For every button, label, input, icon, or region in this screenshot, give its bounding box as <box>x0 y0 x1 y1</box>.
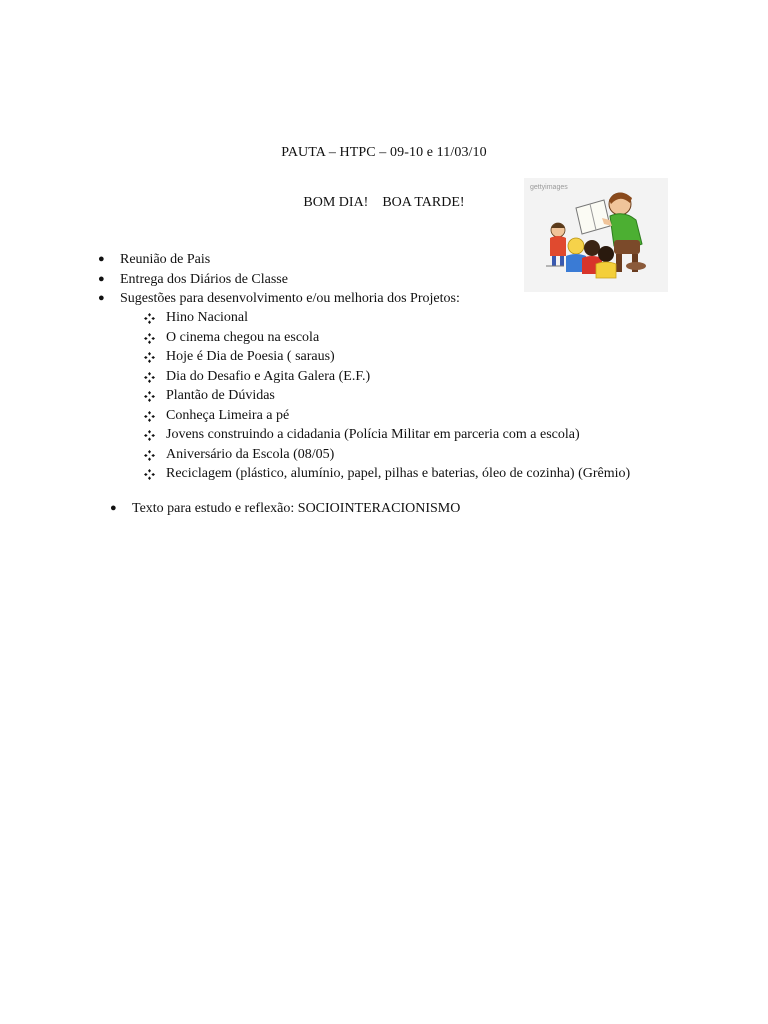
bullet-icon: ● <box>98 253 105 265</box>
list-item <box>142 445 630 465</box>
clipart-watermark: gettyimages <box>530 184 568 191</box>
final-list-item <box>108 499 460 519</box>
list-item-text: Entrega dos Diários de Classe <box>120 271 288 287</box>
list-item-text: Reunião de Pais <box>120 252 211 267</box>
list-item <box>142 406 630 426</box>
greeting-text: BOM DIA! BOA TARDE! <box>303 195 465 210</box>
list-item-text: Jovens construindo a cidadania (Polícia Militar em parceria com a escola) <box>166 427 580 442</box>
list-item-text: Plantão de Dúvidas <box>166 388 275 403</box>
list-item <box>142 386 630 406</box>
list-item <box>142 464 630 484</box>
projects-sublist <box>142 308 630 484</box>
list-item <box>142 347 630 367</box>
list-item-text: Texto para estudo e reflexão: SOCIOINTERACIONISMO <box>132 501 461 516</box>
four-diamond-bullet-icon <box>144 450 155 461</box>
list-item-text: O cinema chegou na escola <box>166 329 320 345</box>
main-agenda-list <box>96 250 460 309</box>
list-item-text: Dia do Desafio e Agita Galera (E.F.) <box>166 368 371 384</box>
list-item <box>142 425 630 445</box>
teacher-reading-clipart <box>524 178 668 292</box>
list-item-text: Aniversário da Escola (08/05) <box>166 446 335 462</box>
four-diamond-bullet-icon <box>144 469 155 480</box>
four-diamond-bullet-icon <box>144 333 155 344</box>
list-item <box>142 367 630 387</box>
list-item <box>142 308 630 328</box>
list-item-text: Hoje é Dia de Poesia ( saraus) <box>166 349 335 364</box>
four-diamond-bullet-icon <box>144 411 155 422</box>
list-item <box>96 289 460 309</box>
four-diamond-bullet-icon <box>144 430 155 441</box>
list-item-text: Hino Nacional <box>166 310 249 325</box>
four-diamond-bullet-icon <box>144 372 155 383</box>
list-item <box>142 328 630 348</box>
bullet-icon: ● <box>98 292 105 304</box>
four-diamond-bullet-icon <box>144 313 155 324</box>
bullet-icon: ● <box>98 272 105 285</box>
list-item-text: Sugestões para desenvolvimento e/ou melhoria dos Projetos: <box>120 291 460 306</box>
list-item <box>96 250 460 270</box>
four-diamond-bullet-icon <box>144 352 155 363</box>
four-diamond-bullet-icon <box>144 391 155 402</box>
page-title: PAUTA – HTPC – 09-10 e 11/03/10 <box>281 145 487 160</box>
list-item <box>96 270 460 290</box>
list-item-text: Conheça Limeira a pé <box>166 407 290 423</box>
list-item-text: Reciclagem (plástico, alumínio, papel, pilhas e baterias, óleo de cozinha) (Grêmio) <box>166 466 631 481</box>
bullet-icon: ● <box>110 502 117 514</box>
